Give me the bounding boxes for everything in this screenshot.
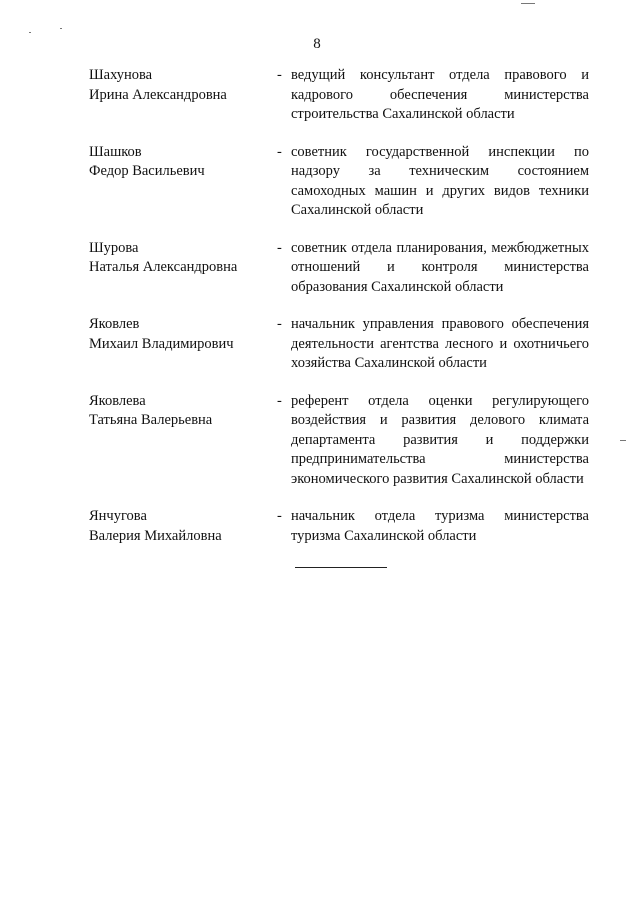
list-item [89,66,589,125]
scan-speck [620,440,626,441]
job-position: референт отдела оценки регулирующего воздействия и развития делового климата департамента развития и поддержки предпринимательства министерства экономического развития Сахалинской области [291,392,589,487]
job-position: ведущий консультант отдела правового и кадрового обеспечения министерства строительства Сахалинской области [291,67,589,122]
end-separator-line [295,567,387,568]
person-name [89,392,277,490]
dash-separator: - [277,508,282,524]
dash-separator: - [277,392,282,409]
dash-separator: - [277,67,282,83]
personnel-list [89,66,589,564]
person-name [89,143,277,221]
list-item [89,239,589,298]
scan-speck [60,28,62,29]
list-item [89,392,589,490]
given-names: Татьяна Валерьевна [89,412,213,428]
dash-separator: - [277,143,282,160]
surname: Шурова [89,239,139,256]
surname: Яковлев [89,316,140,332]
job-position: начальник отдела туризма министерства туризма Сахалинской области [291,508,589,544]
given-names: Ирина Александровна [89,86,227,103]
job-position: советник государственной инспекции по надзору за техническим состоянием самоходных машин и других видов техники Сахалинской области [291,143,589,218]
surname: Янчугова [89,508,147,524]
job-position: начальник управления правового обеспечения деятельности агентства лесного и охотничьего хозяйства Сахалинской области [291,316,589,371]
surname: Шахунова [89,67,153,83]
surname: Шашков [89,143,142,160]
surname: Яковлева [89,392,146,409]
person-name [89,66,277,125]
list-item [89,143,589,221]
list-item [89,507,589,546]
given-names: Валерия Михайловна [89,527,222,544]
person-name [89,507,277,546]
job-position: советник отдела планирования, межбюджетных отношений и контроля министерства образования Сахалинской области [291,239,589,295]
given-names: Федор Васильевич [89,163,205,179]
scan-speck [521,3,535,4]
given-names: Михаил Владимирович [89,335,234,352]
dash-separator: - [277,239,282,256]
given-names: Наталья Александровна [89,259,238,275]
page-number: 8 [313,36,321,52]
list-item [89,315,589,374]
person-name [89,315,277,374]
dash-separator: - [277,316,282,332]
person-name [89,239,277,298]
scan-speck [29,32,31,33]
